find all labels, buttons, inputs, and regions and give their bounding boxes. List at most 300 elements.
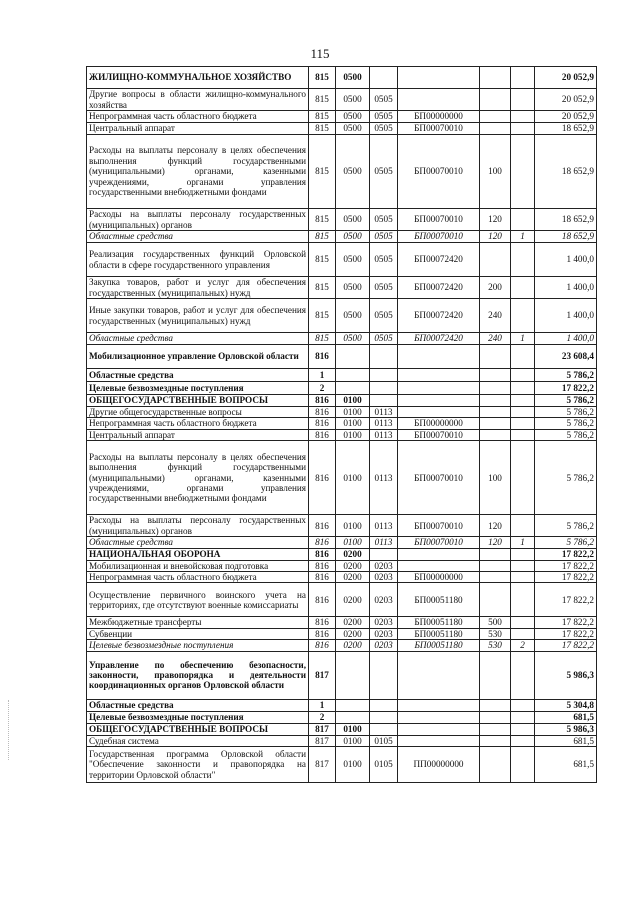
row-target-article xyxy=(398,407,480,418)
row-expense-type xyxy=(480,723,511,735)
row-name: Областные средства xyxy=(87,699,309,711)
row-source-code xyxy=(511,111,535,123)
row-subsection: 0505 xyxy=(370,123,398,135)
row-expense-type xyxy=(480,382,511,395)
row-name: Расходы на выплаты персоналу государственных (муниципальных) органов xyxy=(87,515,309,537)
row-admin-code: 816 xyxy=(309,572,336,583)
table-row xyxy=(87,382,597,395)
row-admin-code: 816 xyxy=(309,441,336,515)
row-expense-type xyxy=(480,735,511,746)
row-section: 0500 xyxy=(336,209,370,231)
row-subsection xyxy=(370,382,398,395)
row-name: Целевые безвозмездные поступления xyxy=(87,711,309,723)
row-source-code xyxy=(511,407,535,418)
table-row xyxy=(87,560,597,571)
row-source-code xyxy=(511,209,535,231)
row-admin-code: 815 xyxy=(309,231,336,243)
row-target-article: БП00051180 xyxy=(398,583,480,617)
budget-table-body xyxy=(87,67,597,783)
row-section: 0100 xyxy=(336,429,370,440)
row-name: Мобилизационное управление Орловской области xyxy=(87,345,309,369)
row-subsection: 0203 xyxy=(370,560,398,571)
row-section: 0500 xyxy=(336,89,370,111)
row-name: Другие вопросы в области жилищно-коммунального хозяйства xyxy=(87,89,309,111)
table-row xyxy=(87,111,597,123)
table-row xyxy=(87,723,597,735)
row-target-article xyxy=(398,651,480,699)
row-amount: 681,5 xyxy=(535,711,597,723)
row-section: 0500 xyxy=(336,243,370,277)
row-admin-code: 815 xyxy=(309,333,336,345)
table-row xyxy=(87,572,597,583)
table-row xyxy=(87,345,597,369)
row-target-article xyxy=(398,345,480,369)
table-row xyxy=(87,135,597,209)
row-amount: 17 822,2 xyxy=(535,583,597,617)
row-admin-code: 816 xyxy=(309,640,336,651)
row-expense-type: 100 xyxy=(480,135,511,209)
row-admin-code: 1 xyxy=(309,369,336,382)
row-amount: 681,5 xyxy=(535,735,597,746)
row-expense-type xyxy=(480,345,511,369)
row-section: 0200 xyxy=(336,583,370,617)
row-target-article: БП00070010 xyxy=(398,441,480,515)
table-row xyxy=(87,583,597,617)
row-target-article xyxy=(398,382,480,395)
row-subsection xyxy=(370,395,398,407)
row-source-code xyxy=(511,369,535,382)
row-section: 0500 xyxy=(336,277,370,299)
row-name: Областные средства xyxy=(87,333,309,345)
row-amount: 17 822,2 xyxy=(535,560,597,571)
row-target-article: БП00000000 xyxy=(398,572,480,583)
row-subsection xyxy=(370,711,398,723)
row-section: 0200 xyxy=(336,640,370,651)
row-admin-code: 2 xyxy=(309,711,336,723)
row-section: 0500 xyxy=(336,67,370,89)
row-name: Непрограммная часть областного бюджета xyxy=(87,572,309,583)
row-name: Областные средства xyxy=(87,231,309,243)
table-row xyxy=(87,299,597,333)
row-name: Государственная программа Орловской области "Обеспечение законности и правопорядка на территории Орловской области" xyxy=(87,747,309,783)
row-subsection: 0203 xyxy=(370,617,398,628)
row-subsection: 0113 xyxy=(370,515,398,537)
row-amount: 1 400,0 xyxy=(535,243,597,277)
row-section: 0100 xyxy=(336,418,370,429)
row-source-code xyxy=(511,747,535,783)
row-source-code xyxy=(511,395,535,407)
table-row xyxy=(87,231,597,243)
row-target-article: БП00070010 xyxy=(398,135,480,209)
row-amount: 18 652,9 xyxy=(535,123,597,135)
row-admin-code: 816 xyxy=(309,560,336,571)
row-section xyxy=(336,711,370,723)
row-expense-type xyxy=(480,243,511,277)
row-source-code xyxy=(511,699,535,711)
row-name: Расходы на выплаты персоналу в целях обеспечения выполнения функций государственными (муниципальными) органами, казенными учреждениями, органами управления государственными внебюджетными фондами xyxy=(87,135,309,209)
row-admin-code: 816 xyxy=(309,537,336,548)
table-row xyxy=(87,243,597,277)
row-name: Областные средства xyxy=(87,369,309,382)
row-expense-type: 100 xyxy=(480,441,511,515)
row-expense-type: 530 xyxy=(480,628,511,639)
row-subsection: 0113 xyxy=(370,407,398,418)
row-amount: 18 652,9 xyxy=(535,231,597,243)
row-admin-code: 816 xyxy=(309,407,336,418)
table-row xyxy=(87,89,597,111)
row-source-code xyxy=(511,548,535,560)
row-target-article: ПП00000000 xyxy=(398,747,480,783)
row-amount: 5 986,3 xyxy=(535,723,597,735)
row-subsection: 0105 xyxy=(370,735,398,746)
table-row xyxy=(87,711,597,723)
row-amount: 5 786,2 xyxy=(535,395,597,407)
row-subsection xyxy=(370,699,398,711)
row-admin-code: 815 xyxy=(309,135,336,209)
row-section: 0100 xyxy=(336,537,370,548)
row-name: Мобилизационная и вневойсковая подготовка xyxy=(87,560,309,571)
row-subsection: 0203 xyxy=(370,628,398,639)
row-source-code: 1 xyxy=(511,231,535,243)
row-section: 0200 xyxy=(336,572,370,583)
row-source-code xyxy=(511,515,535,537)
row-name: ЖИЛИЩНО-КОММУНАЛЬНОЕ ХОЗЯЙСТВО xyxy=(87,67,309,89)
row-subsection: 0505 xyxy=(370,209,398,231)
row-amount: 5 786,2 xyxy=(535,537,597,548)
row-expense-type xyxy=(480,747,511,783)
row-admin-code: 815 xyxy=(309,209,336,231)
table-row xyxy=(87,395,597,407)
row-expense-type xyxy=(480,560,511,571)
row-amount: 1 400,0 xyxy=(535,299,597,333)
row-target-article: БП00070010 xyxy=(398,429,480,440)
row-admin-code: 815 xyxy=(309,111,336,123)
row-target-article: БП00070010 xyxy=(398,537,480,548)
row-target-article xyxy=(398,369,480,382)
row-target-article xyxy=(398,723,480,735)
row-subsection: 0105 xyxy=(370,747,398,783)
row-name: Межбюджетные трансферты xyxy=(87,617,309,628)
row-subsection xyxy=(370,67,398,89)
row-target-article xyxy=(398,548,480,560)
row-admin-code: 816 xyxy=(309,583,336,617)
row-source-code xyxy=(511,418,535,429)
row-subsection xyxy=(370,345,398,369)
row-target-article: БП00072420 xyxy=(398,333,480,345)
table-row xyxy=(87,441,597,515)
row-amount: 5 786,2 xyxy=(535,369,597,382)
row-expense-type xyxy=(480,111,511,123)
row-amount: 20 052,9 xyxy=(535,111,597,123)
table-row xyxy=(87,333,597,345)
row-expense-type: 120 xyxy=(480,515,511,537)
row-source-code xyxy=(511,441,535,515)
row-subsection: 0505 xyxy=(370,243,398,277)
row-subsection xyxy=(370,651,398,699)
row-target-article xyxy=(398,89,480,111)
row-amount: 5 786,2 xyxy=(535,429,597,440)
row-source-code: 1 xyxy=(511,537,535,548)
row-name: Центральный аппарат xyxy=(87,429,309,440)
row-target-article: БП00072420 xyxy=(398,299,480,333)
row-admin-code: 816 xyxy=(309,395,336,407)
page-number: 115 xyxy=(310,46,330,61)
row-amount: 17 822,2 xyxy=(535,572,597,583)
row-expense-type: 120 xyxy=(480,537,511,548)
row-name: НАЦИОНАЛЬНАЯ ОБОРОНА xyxy=(87,548,309,560)
row-subsection: 0113 xyxy=(370,537,398,548)
row-expense-type: 240 xyxy=(480,333,511,345)
row-target-article: БП00000000 xyxy=(398,111,480,123)
row-section: 0100 xyxy=(336,735,370,746)
row-amount: 5 786,2 xyxy=(535,515,597,537)
row-amount: 1 400,0 xyxy=(535,277,597,299)
row-section: 0200 xyxy=(336,628,370,639)
row-target-article: БП00051180 xyxy=(398,640,480,651)
row-subsection xyxy=(370,369,398,382)
row-admin-code: 817 xyxy=(309,723,336,735)
row-subsection: 0505 xyxy=(370,111,398,123)
row-target-article: БП00070010 xyxy=(398,209,480,231)
row-expense-type xyxy=(480,699,511,711)
row-target-article xyxy=(398,560,480,571)
row-section: 0100 xyxy=(336,747,370,783)
row-amount: 5 986,3 xyxy=(535,651,597,699)
row-section: 0100 xyxy=(336,441,370,515)
table-row xyxy=(87,699,597,711)
row-subsection: 0505 xyxy=(370,135,398,209)
row-subsection: 0505 xyxy=(370,299,398,333)
row-source-code xyxy=(511,572,535,583)
row-source-code xyxy=(511,628,535,639)
row-subsection: 0505 xyxy=(370,231,398,243)
row-expense-type: 530 xyxy=(480,640,511,651)
row-section: 0100 xyxy=(336,723,370,735)
row-target-article xyxy=(398,699,480,711)
row-admin-code: 817 xyxy=(309,747,336,783)
margin-marks xyxy=(8,700,15,760)
row-source-code xyxy=(511,135,535,209)
row-target-article: БП00072420 xyxy=(398,243,480,277)
row-source-code xyxy=(511,735,535,746)
row-section: 0100 xyxy=(336,395,370,407)
row-name: Субвенции xyxy=(87,628,309,639)
budget-table xyxy=(86,66,597,783)
row-subsection: 0505 xyxy=(370,89,398,111)
row-admin-code: 816 xyxy=(309,628,336,639)
row-section: 0200 xyxy=(336,617,370,628)
row-section: 0200 xyxy=(336,560,370,571)
row-expense-type: 240 xyxy=(480,299,511,333)
row-source-code xyxy=(511,67,535,89)
row-subsection xyxy=(370,723,398,735)
row-name: ОБЩЕГОСУДАРСТВЕННЫЕ ВОПРОСЫ xyxy=(87,723,309,735)
row-target-article: БП00070010 xyxy=(398,123,480,135)
row-amount: 17 822,2 xyxy=(535,382,597,395)
row-source-code xyxy=(511,277,535,299)
row-name: Областные средства xyxy=(87,537,309,548)
row-amount: 17 822,2 xyxy=(535,640,597,651)
table-row xyxy=(87,628,597,639)
row-admin-code: 816 xyxy=(309,429,336,440)
row-expense-type xyxy=(480,548,511,560)
row-subsection: 0113 xyxy=(370,418,398,429)
row-section xyxy=(336,699,370,711)
row-admin-code: 815 xyxy=(309,243,336,277)
table-row xyxy=(87,735,597,746)
table-row xyxy=(87,747,597,783)
row-expense-type xyxy=(480,583,511,617)
row-admin-code: 815 xyxy=(309,277,336,299)
row-section: 0100 xyxy=(336,407,370,418)
row-amount: 17 822,2 xyxy=(535,617,597,628)
row-name: Целевые безвозмездные поступления xyxy=(87,382,309,395)
row-name: Другие общегосударственные вопросы xyxy=(87,407,309,418)
row-amount: 681,5 xyxy=(535,747,597,783)
row-section: 0100 xyxy=(336,515,370,537)
row-name: Закупка товаров, работ и услуг для обеспечения государственных (муниципальных) нужд xyxy=(87,277,309,299)
row-admin-code: 817 xyxy=(309,651,336,699)
table-row xyxy=(87,640,597,651)
row-source-code xyxy=(511,243,535,277)
row-subsection: 0505 xyxy=(370,333,398,345)
row-admin-code: 815 xyxy=(309,89,336,111)
row-name: Центральный аппарат xyxy=(87,123,309,135)
table-row xyxy=(87,651,597,699)
row-source-code xyxy=(511,345,535,369)
row-name: Осуществление первичного воинского учета на территориях, где отсутствуют военные комиссариаты xyxy=(87,583,309,617)
row-subsection: 0113 xyxy=(370,429,398,440)
row-admin-code: 816 xyxy=(309,345,336,369)
row-section: 0500 xyxy=(336,135,370,209)
row-expense-type xyxy=(480,711,511,723)
table-row xyxy=(87,537,597,548)
row-amount: 18 652,9 xyxy=(535,209,597,231)
row-section xyxy=(336,651,370,699)
row-section xyxy=(336,345,370,369)
row-subsection: 0203 xyxy=(370,583,398,617)
row-section: 0500 xyxy=(336,111,370,123)
row-name: Иные закупки товаров, работ и услуг для обеспечения государственных (муниципальных) нужд xyxy=(87,299,309,333)
row-source-code xyxy=(511,583,535,617)
row-section: 0200 xyxy=(336,548,370,560)
row-expense-type xyxy=(480,369,511,382)
row-source-code xyxy=(511,617,535,628)
table-row xyxy=(87,548,597,560)
table-row xyxy=(87,617,597,628)
row-target-article xyxy=(398,735,480,746)
row-subsection: 0505 xyxy=(370,277,398,299)
row-amount: 5 786,2 xyxy=(535,407,597,418)
row-name: Судебная система xyxy=(87,735,309,746)
row-target-article xyxy=(398,711,480,723)
row-section: 0500 xyxy=(336,299,370,333)
row-expense-type: 200 xyxy=(480,277,511,299)
row-subsection xyxy=(370,548,398,560)
row-name: ОБЩЕГОСУДАРСТВЕННЫЕ ВОПРОСЫ xyxy=(87,395,309,407)
row-amount: 1 400,0 xyxy=(535,333,597,345)
row-section: 0500 xyxy=(336,231,370,243)
row-section xyxy=(336,382,370,395)
row-name: Целевые безвозмездные поступления xyxy=(87,640,309,651)
row-expense-type xyxy=(480,572,511,583)
row-expense-type xyxy=(480,67,511,89)
row-name: Непрограммная часть областного бюджета xyxy=(87,111,309,123)
row-expense-type xyxy=(480,429,511,440)
row-target-article: БП00070010 xyxy=(398,515,480,537)
table-row xyxy=(87,123,597,135)
row-amount: 20 052,9 xyxy=(535,67,597,89)
row-source-code xyxy=(511,382,535,395)
row-amount: 20 052,9 xyxy=(535,89,597,111)
row-amount: 5 786,2 xyxy=(535,441,597,515)
row-amount: 17 822,2 xyxy=(535,628,597,639)
row-subsection: 0203 xyxy=(370,640,398,651)
table-row xyxy=(87,277,597,299)
row-expense-type xyxy=(480,395,511,407)
row-expense-type xyxy=(480,651,511,699)
row-expense-type xyxy=(480,89,511,111)
row-source-code xyxy=(511,723,535,735)
row-name: Расходы на выплаты персоналу в целях обеспечения выполнения функций государственными (муниципальными) органами, казенными учреждениями, органами управления государственными внебюджетными фондами xyxy=(87,441,309,515)
row-source-code xyxy=(511,651,535,699)
row-target-article: БП00072420 xyxy=(398,277,480,299)
row-target-article: БП00000000 xyxy=(398,418,480,429)
row-amount: 5 304,8 xyxy=(535,699,597,711)
row-amount: 23 608,4 xyxy=(535,345,597,369)
row-source-code: 2 xyxy=(511,640,535,651)
table-row xyxy=(87,67,597,89)
row-admin-code: 816 xyxy=(309,617,336,628)
row-expense-type: 500 xyxy=(480,617,511,628)
row-amount: 5 786,2 xyxy=(535,418,597,429)
row-admin-code: 1 xyxy=(309,699,336,711)
row-section: 0500 xyxy=(336,123,370,135)
table-row xyxy=(87,407,597,418)
row-admin-code: 2 xyxy=(309,382,336,395)
table-row xyxy=(87,429,597,440)
row-target-article xyxy=(398,395,480,407)
row-target-article: БП00070010 xyxy=(398,231,480,243)
row-admin-code: 816 xyxy=(309,548,336,560)
row-source-code xyxy=(511,429,535,440)
table-row xyxy=(87,418,597,429)
row-source-code xyxy=(511,711,535,723)
row-source-code: 1 xyxy=(511,333,535,345)
row-name: Расходы на выплаты персоналу государственных (муниципальных) органов xyxy=(87,209,309,231)
row-amount: 18 652,9 xyxy=(535,135,597,209)
row-expense-type: 120 xyxy=(480,209,511,231)
table-row xyxy=(87,209,597,231)
row-name: Реализация государственных функций Орловской области в сфере государственного управления xyxy=(87,243,309,277)
row-source-code xyxy=(511,89,535,111)
row-section xyxy=(336,369,370,382)
row-admin-code: 815 xyxy=(309,123,336,135)
row-admin-code: 815 xyxy=(309,299,336,333)
row-target-article: БП00051180 xyxy=(398,628,480,639)
row-admin-code: 817 xyxy=(309,735,336,746)
row-subsection: 0203 xyxy=(370,572,398,583)
row-admin-code: 816 xyxy=(309,515,336,537)
table-row xyxy=(87,369,597,382)
row-expense-type xyxy=(480,407,511,418)
row-name: Непрограммная часть областного бюджета xyxy=(87,418,309,429)
row-target-article: БП00051180 xyxy=(398,617,480,628)
row-name: Управление по обеспечению безопасности, законности, правопорядка и деятельности координационных органов Орловской области xyxy=(87,651,309,699)
table-row xyxy=(87,515,597,537)
row-subsection: 0113 xyxy=(370,441,398,515)
row-source-code xyxy=(511,560,535,571)
